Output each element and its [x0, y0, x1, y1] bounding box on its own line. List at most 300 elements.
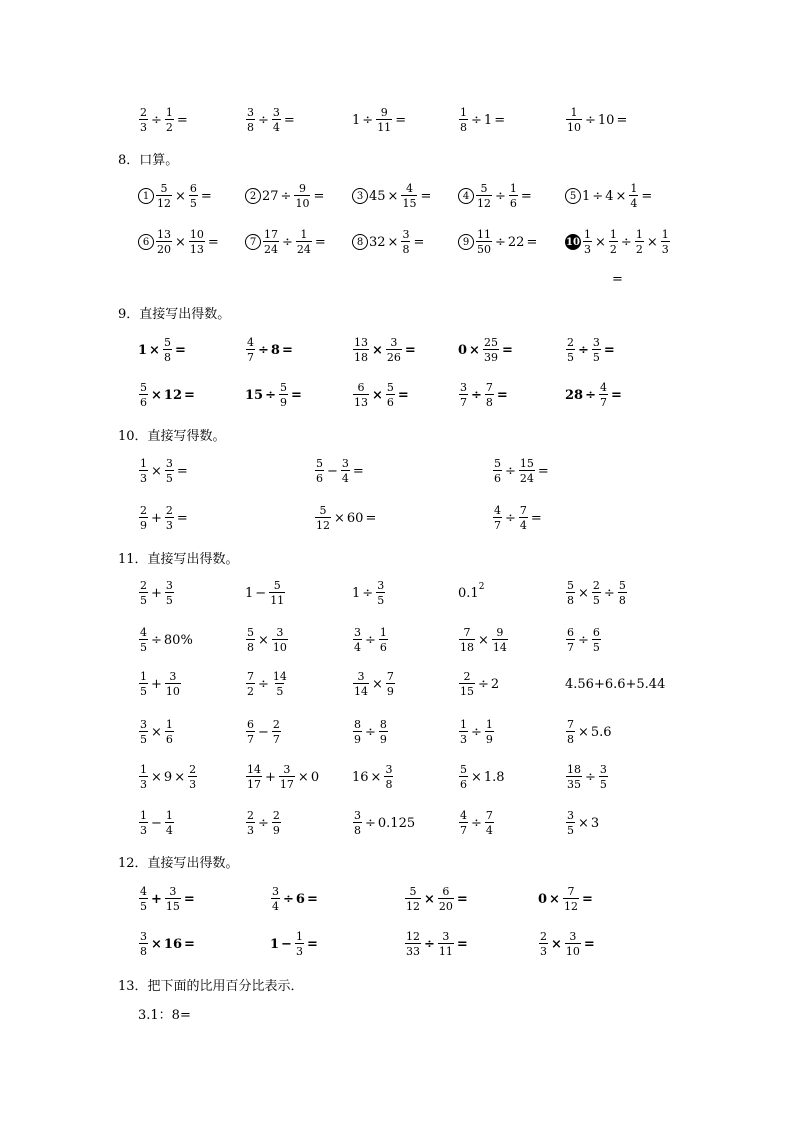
fraction	[566, 764, 582, 790]
denominator: 12	[563, 900, 578, 913]
denominator: 7	[567, 641, 574, 654]
problem-row-10-1	[0, 449, 794, 493]
numerator: 3	[169, 885, 177, 898]
expression	[138, 662, 182, 706]
numerator: 1	[460, 718, 467, 731]
numerator: 5	[273, 579, 281, 592]
denominator: 10	[567, 121, 581, 134]
equals-sign: =	[581, 891, 593, 907]
expression	[565, 710, 612, 754]
operator: ×	[151, 724, 162, 740]
fraction	[492, 627, 508, 653]
numerator: 6	[189, 182, 197, 195]
fraction	[519, 458, 535, 484]
equals-sign: =	[616, 112, 628, 128]
numerator: 3	[354, 809, 361, 822]
expression	[138, 98, 190, 142]
operator: ÷	[578, 632, 589, 648]
fraction	[139, 580, 148, 606]
numerator: 4	[494, 504, 501, 517]
denominator: 3	[295, 945, 303, 958]
section-title: 直接写得数。	[147, 428, 226, 444]
fraction	[296, 229, 312, 255]
operator: +	[151, 510, 162, 526]
expression	[245, 174, 326, 218]
operator: ×	[372, 387, 383, 403]
fraction	[156, 183, 172, 209]
denominator: 8	[567, 733, 574, 746]
operator: ×	[372, 676, 383, 692]
expression	[458, 755, 505, 799]
number: 9	[163, 769, 173, 785]
operator: ÷	[578, 342, 589, 358]
expression	[565, 618, 602, 662]
numerator: 1	[584, 228, 591, 241]
denominator: 15	[165, 900, 180, 913]
numerator: 13	[157, 228, 171, 241]
numerator: 5	[494, 457, 501, 470]
operator: ×	[258, 632, 269, 648]
number: 80%	[163, 632, 193, 648]
expression	[245, 618, 289, 662]
number: 4.56+6.6+5.44	[565, 676, 666, 692]
denominator: 14	[354, 685, 368, 698]
fraction	[592, 580, 601, 606]
numerator: 1	[140, 670, 147, 683]
denominator: 24	[519, 472, 534, 485]
fraction	[405, 886, 421, 912]
denominator: 9	[354, 733, 361, 746]
equals-sign: =	[456, 936, 468, 952]
fraction	[163, 337, 172, 363]
numerator: 3	[357, 670, 365, 683]
operator: ×	[175, 234, 186, 250]
numerator: 1	[609, 228, 617, 241]
equals-sign: =	[314, 234, 326, 250]
operator: ×	[151, 769, 162, 785]
number: 60	[346, 510, 364, 526]
number: 1	[245, 585, 254, 601]
fraction	[165, 107, 174, 133]
numerator: 7	[386, 670, 394, 683]
expression	[138, 710, 175, 754]
number: 3	[590, 815, 600, 831]
operator: ×	[387, 234, 399, 250]
fraction	[566, 580, 575, 606]
denominator: 6	[386, 396, 394, 409]
fraction	[353, 810, 362, 836]
section-number: 10．	[118, 428, 148, 444]
numerator: 3	[272, 106, 280, 119]
fraction	[246, 107, 255, 133]
circled-number: 5	[565, 188, 581, 204]
operator: ÷	[471, 815, 482, 831]
fraction	[353, 337, 369, 363]
fraction	[353, 719, 362, 745]
numerator: 3	[247, 106, 254, 119]
number: 1	[352, 112, 361, 128]
denominator: 5	[592, 641, 600, 654]
fraction	[379, 627, 388, 653]
fraction	[279, 764, 295, 790]
equals-sign: =	[184, 936, 195, 952]
fraction	[189, 229, 205, 255]
denominator: 3	[540, 945, 547, 958]
denominator: 3	[140, 121, 147, 134]
expression	[492, 496, 544, 540]
equals-sign: =	[306, 891, 318, 907]
expression	[352, 801, 415, 845]
numerator: 1	[485, 718, 493, 731]
expression	[138, 373, 197, 417]
expression	[245, 98, 297, 142]
number: 4	[605, 188, 614, 204]
expression	[565, 662, 665, 706]
operator: ÷	[471, 112, 482, 128]
section-number: 9．	[118, 306, 140, 322]
numerator: 6	[357, 381, 365, 394]
denominator: 4	[341, 472, 349, 485]
numerator: 5	[140, 381, 147, 394]
operator: ×	[370, 769, 382, 785]
equals-sign: =	[583, 936, 595, 952]
operator: ×	[151, 387, 162, 403]
operator: +	[151, 891, 162, 907]
number: 8	[270, 342, 280, 358]
denominator: 24	[264, 243, 278, 256]
numerator: 1	[295, 930, 303, 943]
circled-number: 9	[458, 234, 474, 250]
number: 0.1	[458, 585, 479, 601]
section-12-heading	[118, 851, 239, 871]
fraction	[485, 719, 494, 745]
fraction	[156, 229, 172, 255]
denominator: 5	[165, 594, 173, 607]
expression	[138, 571, 175, 615]
denominator: 15	[460, 685, 474, 698]
operator: ÷	[280, 188, 292, 204]
denominator: 5	[140, 685, 147, 698]
expression	[492, 449, 551, 493]
number: 2	[490, 676, 500, 692]
equals-sign: =	[184, 387, 195, 403]
denominator: 10	[295, 197, 310, 210]
denominator: 5	[140, 594, 147, 607]
denominator: 4	[272, 121, 280, 134]
denominator: 6	[460, 778, 467, 791]
expression	[565, 328, 617, 372]
equals-sign: =	[612, 271, 623, 287]
numerator: 2	[540, 930, 547, 943]
numerator: 5	[480, 182, 488, 195]
denominator: 12	[406, 900, 420, 913]
denominator: 5	[276, 685, 284, 698]
denominator: 6	[509, 197, 517, 210]
numerator: 14	[272, 670, 287, 683]
fraction	[618, 580, 627, 606]
operator: ÷	[603, 585, 615, 601]
denominator: 3	[165, 519, 173, 532]
expression	[245, 220, 328, 264]
fraction	[485, 810, 494, 836]
expression	[138, 449, 190, 493]
operator: ×	[297, 769, 309, 785]
fraction	[269, 580, 285, 606]
operator: ÷	[151, 112, 162, 128]
operator: ×	[175, 188, 186, 204]
numerator: 3	[402, 228, 410, 241]
equals-sign: =	[611, 387, 622, 403]
section-8-heading	[118, 148, 178, 168]
expression	[138, 496, 190, 540]
expression	[352, 618, 389, 662]
fraction	[563, 886, 579, 912]
expression	[565, 571, 628, 615]
denominator: 8	[163, 351, 171, 364]
fraction	[609, 229, 618, 255]
operator: ÷	[258, 342, 269, 358]
numerator: 2	[567, 336, 574, 349]
operator: +	[151, 585, 162, 601]
numerator: 8	[379, 718, 387, 731]
operator: ×	[372, 342, 383, 358]
numerator: 1	[635, 228, 643, 241]
denominator: 11	[438, 945, 453, 958]
numerator: 4	[460, 809, 467, 822]
denominator: 9	[485, 733, 493, 746]
expression	[245, 801, 282, 845]
expression	[565, 373, 624, 417]
operator: −	[151, 815, 162, 831]
operator: ÷	[620, 234, 632, 250]
circled-number: 7	[245, 234, 261, 250]
numerator: 5	[160, 182, 168, 195]
expression	[138, 618, 193, 662]
section-title: 直接写出得数。	[147, 855, 239, 871]
numerator: 4	[140, 626, 147, 639]
denominator: 5	[140, 641, 147, 654]
number: 0.125	[377, 815, 416, 831]
numerator: 4	[405, 182, 413, 195]
fraction	[376, 107, 392, 133]
operator: ×	[478, 632, 489, 648]
fraction	[379, 719, 388, 745]
number: 0	[458, 342, 468, 358]
fraction	[599, 764, 608, 790]
number: 10	[597, 112, 615, 128]
numerator: 5	[460, 763, 467, 776]
numerator: 4	[600, 381, 607, 394]
denominator: 8	[354, 824, 361, 837]
denominator: 12	[316, 519, 330, 532]
denominator: 7	[460, 824, 467, 837]
fraction	[139, 719, 148, 745]
expression	[245, 328, 295, 372]
fraction	[519, 505, 528, 531]
operator: ÷	[592, 188, 604, 204]
expression	[565, 755, 609, 799]
number: 0	[538, 891, 548, 907]
problem-row-11-3	[0, 662, 794, 706]
fraction	[272, 671, 288, 697]
numerator: 7	[485, 809, 493, 822]
fraction	[566, 337, 575, 363]
equals-sign: =	[352, 463, 364, 479]
fraction	[353, 627, 362, 653]
section-number: 13．	[118, 978, 148, 994]
fraction	[279, 382, 288, 408]
denominator: 5	[189, 197, 197, 210]
fraction	[139, 931, 148, 957]
numerator: 3	[390, 336, 398, 349]
numerator: 5	[247, 626, 254, 639]
denominator: 4	[485, 824, 493, 837]
expression	[404, 922, 470, 966]
denominator: 9	[379, 733, 387, 746]
numerator: 5	[316, 457, 323, 470]
operator: +	[265, 769, 276, 785]
numerator: 13	[354, 336, 368, 349]
numerator: 2	[463, 670, 471, 683]
operator: ÷	[585, 769, 596, 785]
fraction	[459, 382, 468, 408]
expression	[458, 710, 495, 754]
fraction	[459, 719, 468, 745]
expression	[245, 373, 304, 417]
equals-sign: =	[420, 188, 432, 204]
section-title: 直接写出得数。	[139, 306, 231, 322]
fraction	[386, 671, 395, 697]
fraction	[566, 719, 575, 745]
numerator: 9	[380, 106, 388, 119]
numerator: 3	[567, 809, 574, 822]
numerator: 1	[661, 228, 669, 241]
fraction	[272, 627, 288, 653]
numerator: 3	[377, 579, 385, 592]
fraction	[139, 382, 148, 408]
fraction	[263, 229, 279, 255]
denominator: 3	[140, 778, 147, 791]
denominator: 10	[165, 685, 180, 698]
denominator: 8	[618, 594, 626, 607]
numerator: 5	[319, 504, 327, 517]
operator: ×	[471, 769, 482, 785]
fraction	[565, 931, 581, 957]
denominator: 7	[460, 396, 467, 409]
equals-sign: =	[537, 463, 549, 479]
numerator: 6	[592, 626, 600, 639]
numerator: 2	[165, 504, 173, 517]
section-title: 把下面的比用百分比表示．	[147, 978, 304, 994]
problem-row-8-2	[0, 220, 794, 264]
expression	[565, 174, 654, 218]
fraction	[272, 107, 281, 133]
denominator: 5	[140, 733, 147, 746]
number: 1	[352, 585, 361, 601]
expression	[458, 328, 515, 372]
fraction	[246, 764, 262, 790]
fraction	[493, 458, 502, 484]
problem-row-11-5	[0, 755, 794, 799]
operator: ×	[646, 234, 658, 250]
denominator: 13	[354, 396, 368, 409]
fraction	[139, 627, 148, 653]
fraction	[386, 382, 395, 408]
fraction	[566, 627, 575, 653]
denominator: 4	[354, 641, 361, 654]
operator: ×	[149, 342, 160, 358]
fraction	[566, 107, 582, 133]
fraction	[401, 229, 410, 255]
operator: ÷	[585, 387, 596, 403]
denominator: 14	[492, 641, 507, 654]
numerator: 3	[569, 930, 577, 943]
numerator: 2	[592, 579, 600, 592]
denominator: 6	[165, 733, 173, 746]
denominator: 11	[270, 594, 285, 607]
operator: ×	[551, 936, 562, 952]
operator: ÷	[505, 463, 516, 479]
denominator: 5	[140, 900, 147, 913]
numerator: 7	[247, 670, 254, 683]
operator: ×	[469, 342, 480, 358]
fraction	[592, 627, 601, 653]
denominator: 6	[379, 641, 387, 654]
numerator: 3	[385, 763, 393, 776]
expression	[245, 662, 289, 706]
numerator: 5	[567, 579, 574, 592]
denominator: 10	[565, 945, 580, 958]
fraction	[386, 337, 402, 363]
operator: ÷	[478, 676, 489, 692]
numerator: 1	[165, 106, 173, 119]
numerator: 2	[140, 504, 147, 517]
expression	[458, 174, 534, 218]
expression	[245, 755, 319, 799]
fraction	[139, 764, 148, 790]
problem-row-9-2	[0, 373, 794, 417]
fraction	[459, 810, 468, 836]
denominator: 50	[477, 243, 491, 256]
denominator: 8	[385, 778, 393, 791]
denominator: 6	[316, 472, 323, 485]
denominator: 7	[247, 351, 254, 364]
numerator: 7	[567, 885, 575, 898]
expression	[138, 877, 197, 921]
operator: ÷	[505, 510, 516, 526]
denominator: 2	[609, 243, 617, 256]
problem-row-11-1	[0, 571, 794, 615]
denominator: 3	[661, 243, 669, 256]
denominator: 7	[494, 519, 501, 532]
operator: ÷	[283, 891, 294, 907]
numerator: 25	[483, 336, 498, 349]
numerator: 2	[272, 809, 280, 822]
denominator: 18	[354, 351, 368, 364]
expression	[270, 922, 320, 966]
denominator: 3	[140, 824, 147, 837]
fraction	[341, 458, 350, 484]
equals-sign: =	[306, 936, 318, 952]
section-title: 直接写出得数。	[147, 551, 239, 567]
expression	[458, 618, 509, 662]
section-number: 8．	[118, 152, 140, 168]
circled-number: 8	[352, 234, 368, 250]
numerator: 4	[247, 336, 254, 349]
operator: ÷	[424, 936, 435, 952]
fraction	[272, 719, 281, 745]
equals-sign: =	[520, 188, 532, 204]
